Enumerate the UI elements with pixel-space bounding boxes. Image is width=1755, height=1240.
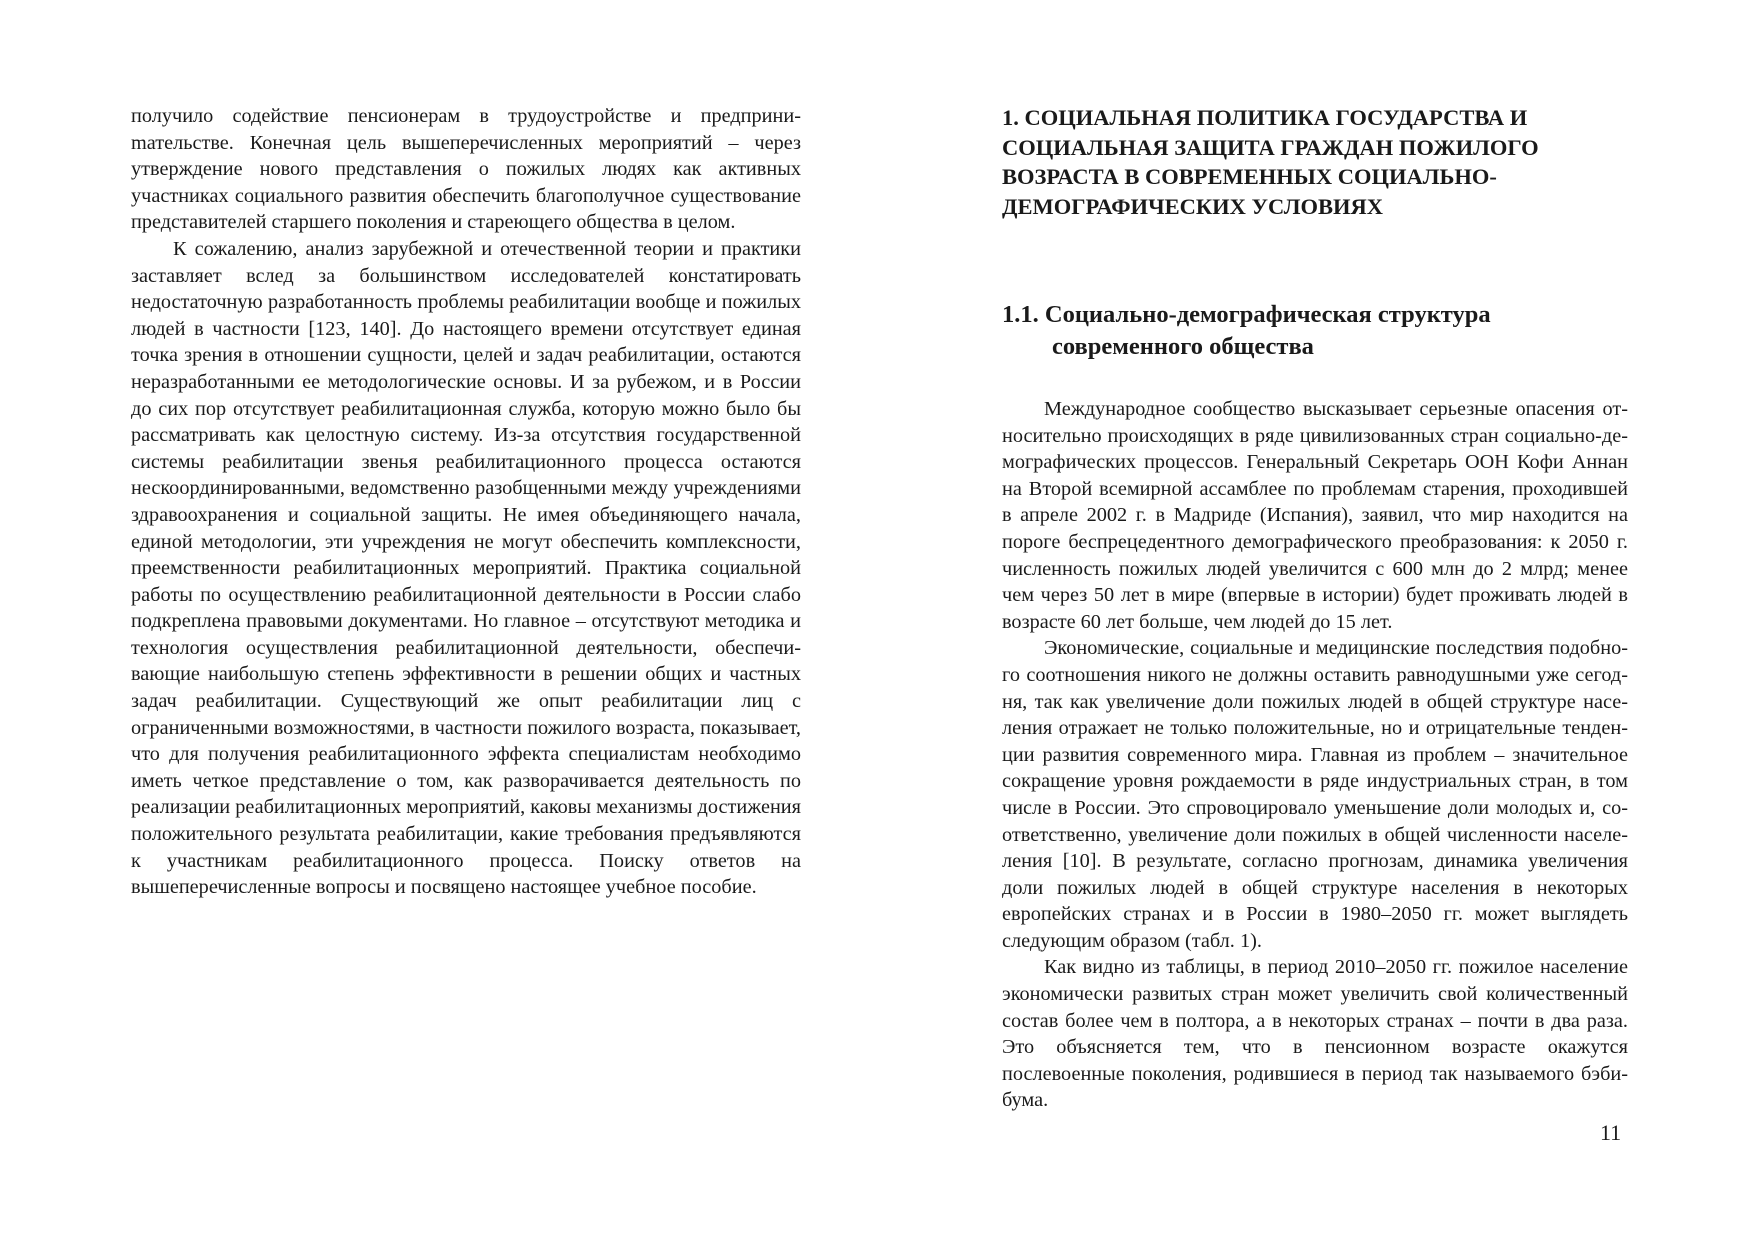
right-paragraph-3: Как видно из таблицы, в период 2010–2050 гг. пожилое население экономически развитых стран может увеличить свой количественный состав более чем в полтора, а в некоторых странах – почти в два раза. Это объясняется тем, что в пенсионном возрасте окажутся послевоенные поколения, родившиеся в период так называемого бэби-бума. — [1002, 956, 1628, 1112]
left-paragraph-2: К сожалению, анализ зарубежной и отечественной теории и практики заставляет вслед за большинством исследователей констатировать недостаточную разработанность проблемы реабилитации вообще и пожилых людей в частности [123, 140]. До настоящего времени отсутствует единая точка зрения в отношении сущности, целей и задач реабилитации, остаются неразработанными ее методологические основы. И за рубежом, и в России до сих пор отсутствует реабилитационная служба, которую можно было бы рассматривать как целостную систему. Из-за отсутствия государственной системы реабилитации звенья реабилитационного процесса остаются нескоординированными, ведомственно разобщенными между учреждениями здравоохранения и социальной защиты. Не имея объединяющего начала, единой методологии, эти учреждения не могут обеспечить комплексности, преемственности реабилитационных мероприятий. Практика социальной работы по осуществлению реабилитационной деятельности в России слабо подкреплена правовыми документами. Но главное – отсутствуют методика и технология осуществления реабилитационной деятельности, обеспечивающие наибольшую степень эффективности в решении общих и частных задач реабилитации. Существующий же опыт реабилитации лиц с ограниченными возможностями, в частности пожилого возраста, показывает, что для получения реабилитационного эффекта специалистам необходимо иметь четкое представление о том, как разворачивается деятельность по реализации реабилитационных мероприятий, каковы механизмы достижения положительного результата реабилитации, какие требования предъявляются к участникам реабилитационного процесса. Поиску ответов на вышеперечисленные вопросы и посвящено настоящее учебное пособие. — [131, 237, 801, 899]
right-body — [1002, 396, 1628, 1114]
left-text-column — [131, 103, 801, 901]
section-title — [1002, 299, 1628, 363]
right-paragraph-1: Международное сообщество высказывает серьезные опасения относительно происходящих в ряде цивилизованных стран социально-демографических процессов. Генеральный Секретарь ООН Кофи Аннан на Второй всемирной ассамблее по проблемам старения, проходившей в апреле 2002 г. в Мадриде (Испания), заявил, что мир находится на пороге беспрецедентного демографического преобразования: к 2050 г. численность пожилых людей увеличится с 600 млн до 2 млрд; менее чем через 50 лет в мире (впервые в истории) будет проживать людей в возрасте 60 лет больше, чем людей до 15 лет. — [1002, 398, 1628, 633]
right-paragraph-2: Экономические, социальные и медицинские последствия подобного соотношения никого не должны оставить равнодушными уже сегодня, так как увеличение доли пожилых людей в общей структуре населения отражает не только положительные, но и отрицательные тенденции развития современного мира. Главная из проблем – значительное сокращение уровня рождаемости в ряде индустриальных стран, в том числе в России. Это спровоцировало уменьшение доли молодых и, соответственно, увеличение доли пожилых в общей численности населеления [10]. В результате, согласно прогнозам, динамика увеличения доли пожилых людей в общей структуре населения в некоторых европейских странах и в России в 1980–2050 гг. может выглядеть следующим образом (табл. 1). — [1002, 637, 1628, 952]
left-page — [0, 0, 877, 1240]
section-title-line-2: современного общества — [1052, 333, 1314, 360]
chapter-title: 1. СОЦИАЛЬНАЯ ПОЛИТИКА ГОСУДАРСТВА И СОЦИАЛЬНАЯ ЗАЩИТА ГРАЖДАН ПОЖИЛОГО ВОЗРАСТА В СОВРЕМЕННЫХ СОЦИАЛЬНО-ДЕМОГРАФИЧЕСКИХ УСЛОВИЯХ — [1002, 105, 1539, 219]
right-text-column — [1002, 103, 1628, 1114]
page-number: 11 — [1600, 1120, 1622, 1145]
section-title-line-1: Социально-демографическая структура — [1044, 301, 1491, 328]
right-page — [878, 0, 1755, 1240]
left-paragraph-1: получило содействие пенсионерам в трудоустройстве и предприниmательстве. Конечная цель вышеперечисленных мероприятий – через утверждение нового представления о пожилых людях как активных участниках социального развития обеспечить благополучное существование представителей старшего поколения и стареющего общества в целом. — [131, 105, 801, 234]
section-number: 1.1. — [1002, 301, 1039, 328]
